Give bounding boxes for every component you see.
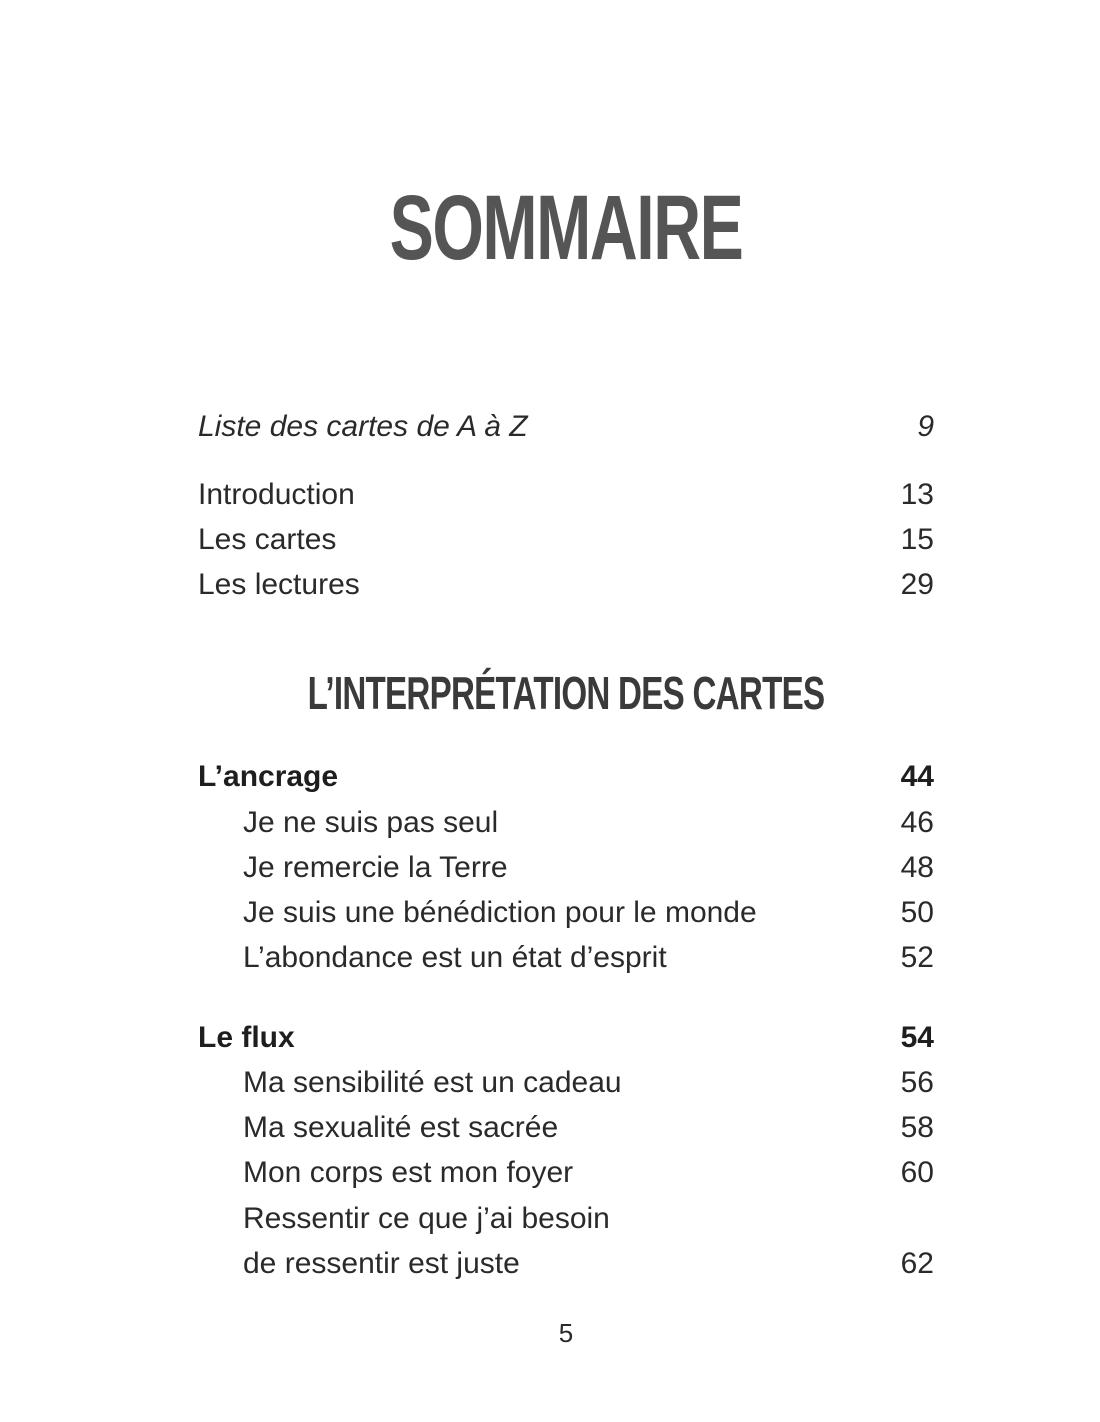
- toc-row: [198, 565, 934, 605]
- toc-row: [198, 1199, 934, 1239]
- toc-row: [198, 1153, 934, 1193]
- toc-entry-label: Introduction: [198, 478, 355, 511]
- toc-entry-label: Liste des cartes de A à Z: [198, 410, 528, 443]
- toc-entry-label: Je remercie la Terre: [243, 851, 508, 884]
- toc-entry-label: Je ne suis pas seul: [243, 806, 499, 839]
- toc-page-number: 56: [900, 1066, 934, 1099]
- toc-row: [198, 1108, 934, 1148]
- page-number: 5: [558, 1318, 574, 1348]
- page-title: SOMMAIRE: [389, 177, 743, 279]
- toc-page-number: 29: [900, 568, 934, 601]
- toc-chapter-label: L’ancrage: [198, 760, 339, 793]
- toc-chapter-page: 54: [900, 1021, 934, 1054]
- toc-page-number: 52: [900, 941, 934, 974]
- toc-chapter-row: [198, 1018, 934, 1058]
- toc-page-number: 60: [900, 1156, 934, 1189]
- toc-page-number: 50: [900, 896, 934, 929]
- toc-page-number: 48: [900, 851, 934, 884]
- toc-chapter-label: Le flux: [198, 1021, 295, 1054]
- toc-row: [198, 1063, 934, 1103]
- toc-entry-label: Les cartes: [198, 523, 337, 556]
- toc-entry-label: L’abondance est un état d’esprit: [243, 941, 667, 974]
- toc-entry-label: Les lectures: [198, 568, 360, 601]
- toc-chapter-row: [198, 757, 934, 797]
- toc-entry-label: Je suis une bénédiction pour le monde: [243, 896, 757, 929]
- toc-page-number: 46: [900, 806, 934, 839]
- toc-row: [198, 475, 934, 515]
- section-title: L’INTERPRÉTATION DES CARTES: [307, 667, 825, 719]
- toc-page-number: 62: [900, 1247, 934, 1280]
- toc-row: [198, 407, 934, 447]
- toc-row: [198, 938, 934, 978]
- toc-chapter-page: 44: [900, 760, 934, 793]
- toc-page-number: 58: [900, 1111, 934, 1144]
- toc-page-number: 13: [900, 478, 934, 511]
- toc-entry-label: Ressentir ce que j’ai besoin: [243, 1202, 610, 1235]
- toc-page-number: 9: [917, 410, 934, 443]
- toc-row: [198, 803, 934, 843]
- toc-entry-label: de ressentir est juste: [243, 1247, 520, 1280]
- toc-page-number: 15: [900, 523, 934, 556]
- toc-entry-label: Ma sexualité est sacrée: [243, 1111, 559, 1144]
- toc-entry-label: Mon corps est mon foyer: [243, 1156, 574, 1189]
- toc-entry-label: Ma sensibilité est un cadeau: [243, 1066, 622, 1099]
- toc-row: [198, 1244, 934, 1284]
- toc-row: [198, 893, 934, 933]
- toc-row: [198, 520, 934, 560]
- toc-row: [198, 848, 934, 888]
